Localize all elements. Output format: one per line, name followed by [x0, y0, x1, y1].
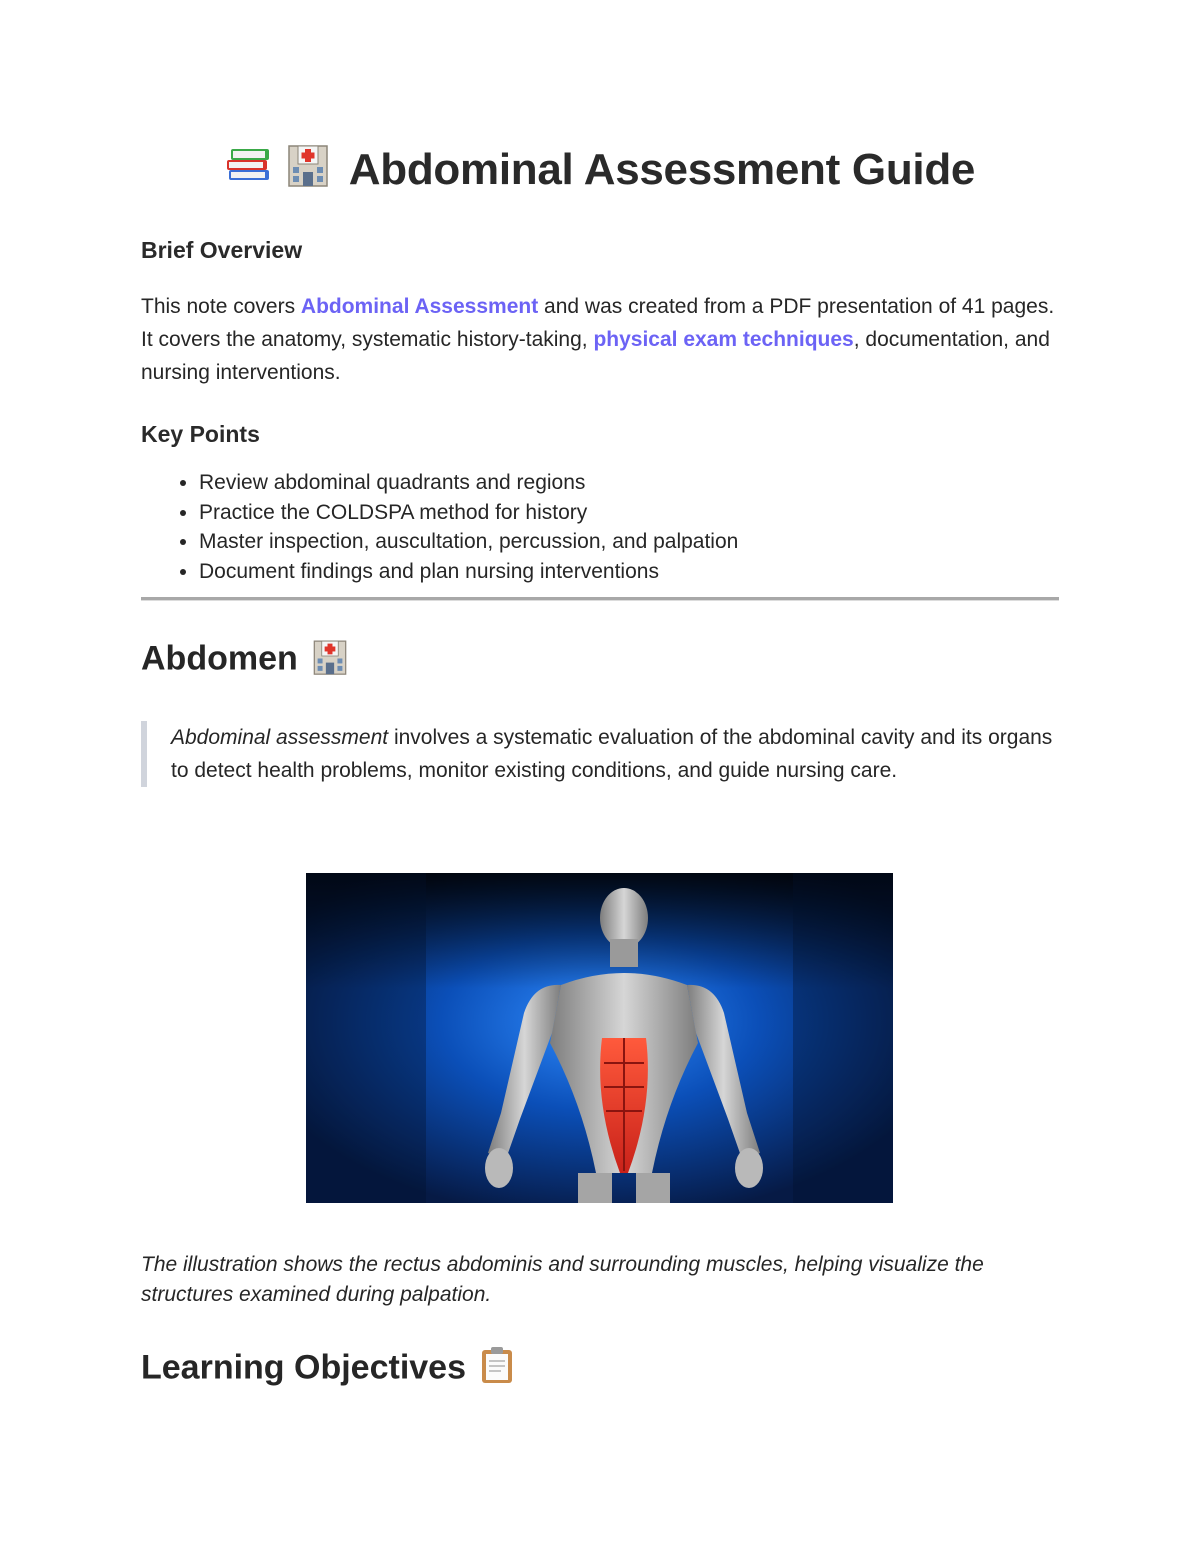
- figure-caption: The illustration shows the rectus abdominis and surrounding muscles, helping visualize the structures examined during palpation.: [141, 1253, 984, 1306]
- hospital-icon: [285, 140, 331, 199]
- learning-objectives-text: Learning Objectives: [141, 1348, 466, 1387]
- abdomen-heading-text: Abdomen: [141, 639, 298, 678]
- key-points-heading: Key Points: [141, 421, 260, 447]
- overview-text-1: This note covers: [141, 295, 301, 318]
- list-item: • Document findings and plan nursing interventions: [199, 557, 1059, 587]
- overview-paragraph: [141, 290, 1059, 389]
- list-item: • Review abdominal quadrants and regions: [199, 468, 1059, 498]
- books-icon: [225, 140, 273, 199]
- overview-text-3: , documentation, and nursing interventions.: [141, 328, 1050, 384]
- overview-heading: Brief Overview: [141, 237, 303, 263]
- abdominal-assessment-link[interactable]: Abdominal Assessment: [300, 295, 539, 318]
- list-item: • Practice the COLDSPA method for history: [199, 498, 1059, 528]
- physical-exam-techniques-link[interactable]: physical exam techniques: [593, 328, 854, 351]
- overview-text-2: and was created from a PDF presentation of 41 pages. It covers the anatomy, systematic history-taking,: [141, 295, 1055, 351]
- anatomy-illustration: [306, 873, 893, 1203]
- divider: [141, 597, 1059, 601]
- quote-text: involves a systematic evaluation of the abdominal cavity and its organs to detect health problems, monitor existing conditions, and guide nursing care.: [171, 726, 1053, 782]
- clipboard-icon: [479, 1345, 515, 1394]
- hospital-icon: [311, 636, 349, 685]
- learning-objectives-heading: [141, 1345, 515, 1394]
- abdomen-heading: [141, 636, 349, 685]
- title-text: Abdominal Assessment Guide: [348, 144, 976, 194]
- key-points-list: [141, 468, 1059, 586]
- quote-term: Abdominal assessment: [171, 726, 389, 749]
- page-title: [141, 140, 1059, 199]
- list-item: • Master inspection, auscultation, percussion, and palpation: [199, 527, 1059, 557]
- definition-blockquote: [141, 721, 1059, 787]
